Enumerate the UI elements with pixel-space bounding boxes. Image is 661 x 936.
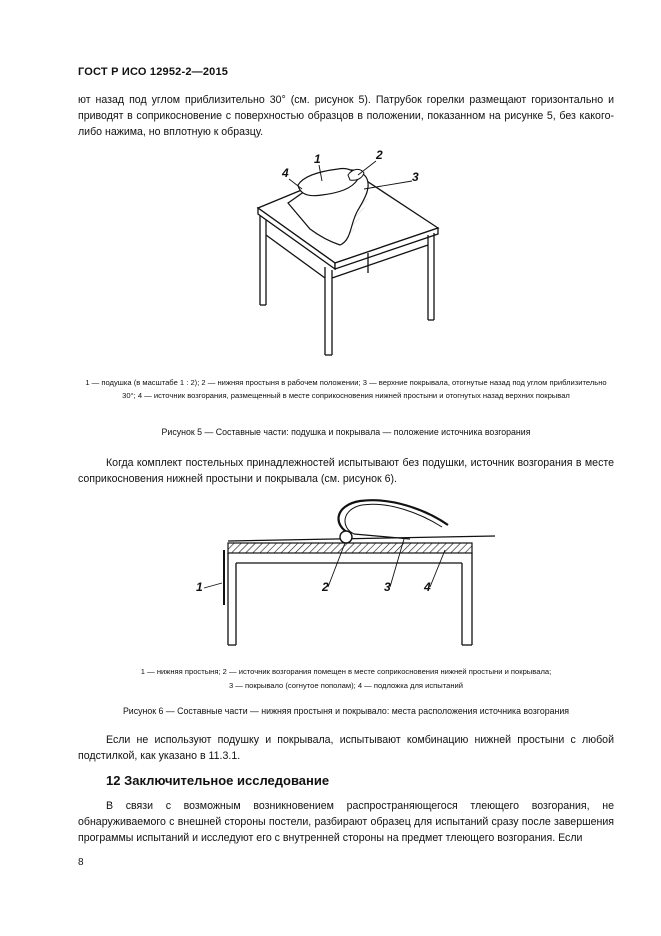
fig6-label-1: 1	[196, 580, 203, 594]
document-header: ГОСТ Р ИСО 12952-2—2015	[78, 66, 229, 78]
table-frame-6	[224, 550, 472, 645]
fig5-label-4: 4	[282, 166, 289, 180]
figure-6-drawing	[190, 495, 510, 655]
test-underlay	[228, 543, 472, 553]
fig6-label-4: 4	[424, 580, 431, 594]
section-heading: 12 Заключительное исследование	[106, 773, 330, 788]
fig5-label-1: 1	[314, 152, 321, 166]
fig5-label-3: 3	[412, 170, 419, 184]
paragraph-1: ют назад под углом приблизительно 30° (см. рисунок 5). Патрубок горелки размещают горизонтально и приводят в соприкосновение с поверхностью образцов в положении, показанном на рисунке 5, без какого-либо нажима, но вплотную к образцу.	[78, 94, 614, 138]
paragraph-2: Когда комплект постельных принадлежностей испытывают без подушки, источник возгорания в месте соприкосновения нижней простыни и покрывала (см. рисунок 6).	[78, 457, 614, 485]
figure-6-caption-line-1: 1 — нижняя простыня; 2 — источник возгорания помещен в месте соприкосновения нижней простыни и покрывала;	[140, 667, 552, 676]
page-number: 8	[78, 857, 84, 868]
fig5-label-2: 2	[376, 148, 383, 162]
figure-5-title: Рисунок 5 — Составные части: подушка и покрывала — положение источника возгорания	[161, 427, 531, 437]
figure-6-caption-line-2: 3 — покрывало (согнутое пополам); 4 — подложка для испытаний	[228, 681, 464, 690]
ignition-source	[340, 531, 352, 543]
figure-5-drawing	[240, 145, 450, 360]
fig6-label-3: 3	[384, 580, 391, 594]
figure-5-caption: 1 — подушка (в масштабе 1 : 2); 2 — нижняя простыня в рабочем положении; 3 — верхние покрывала, отогнутые назад под углом приблизительно 30°; 4 — источник возгорания, размещенный в месте соприкосновения нижней простыни и отогнутых назад верхних покрывал	[85, 378, 607, 400]
paragraph-4: В связи с возможным возникновением распространяющегося тлеющего возгорания, не обнаруживаемого с внешней стороны постели, разбирают образец для испытаний сразу после завершения программы испытаний и исследуют его с внутренней стороны на предмет тлеющего возгорания. Если	[78, 800, 614, 844]
figure-6-title: Рисунок 6 — Составные части — нижняя простыня и покрывало: места расположения источника возгорания	[122, 706, 570, 716]
fig6-label-2: 2	[322, 580, 329, 594]
paragraph-3: Если не используют подушку и покрывала, испытывают комбинацию нижней простыни с любой подстилкой, как указано в 11.3.1.	[78, 734, 614, 762]
bottom-sheet	[228, 536, 495, 541]
